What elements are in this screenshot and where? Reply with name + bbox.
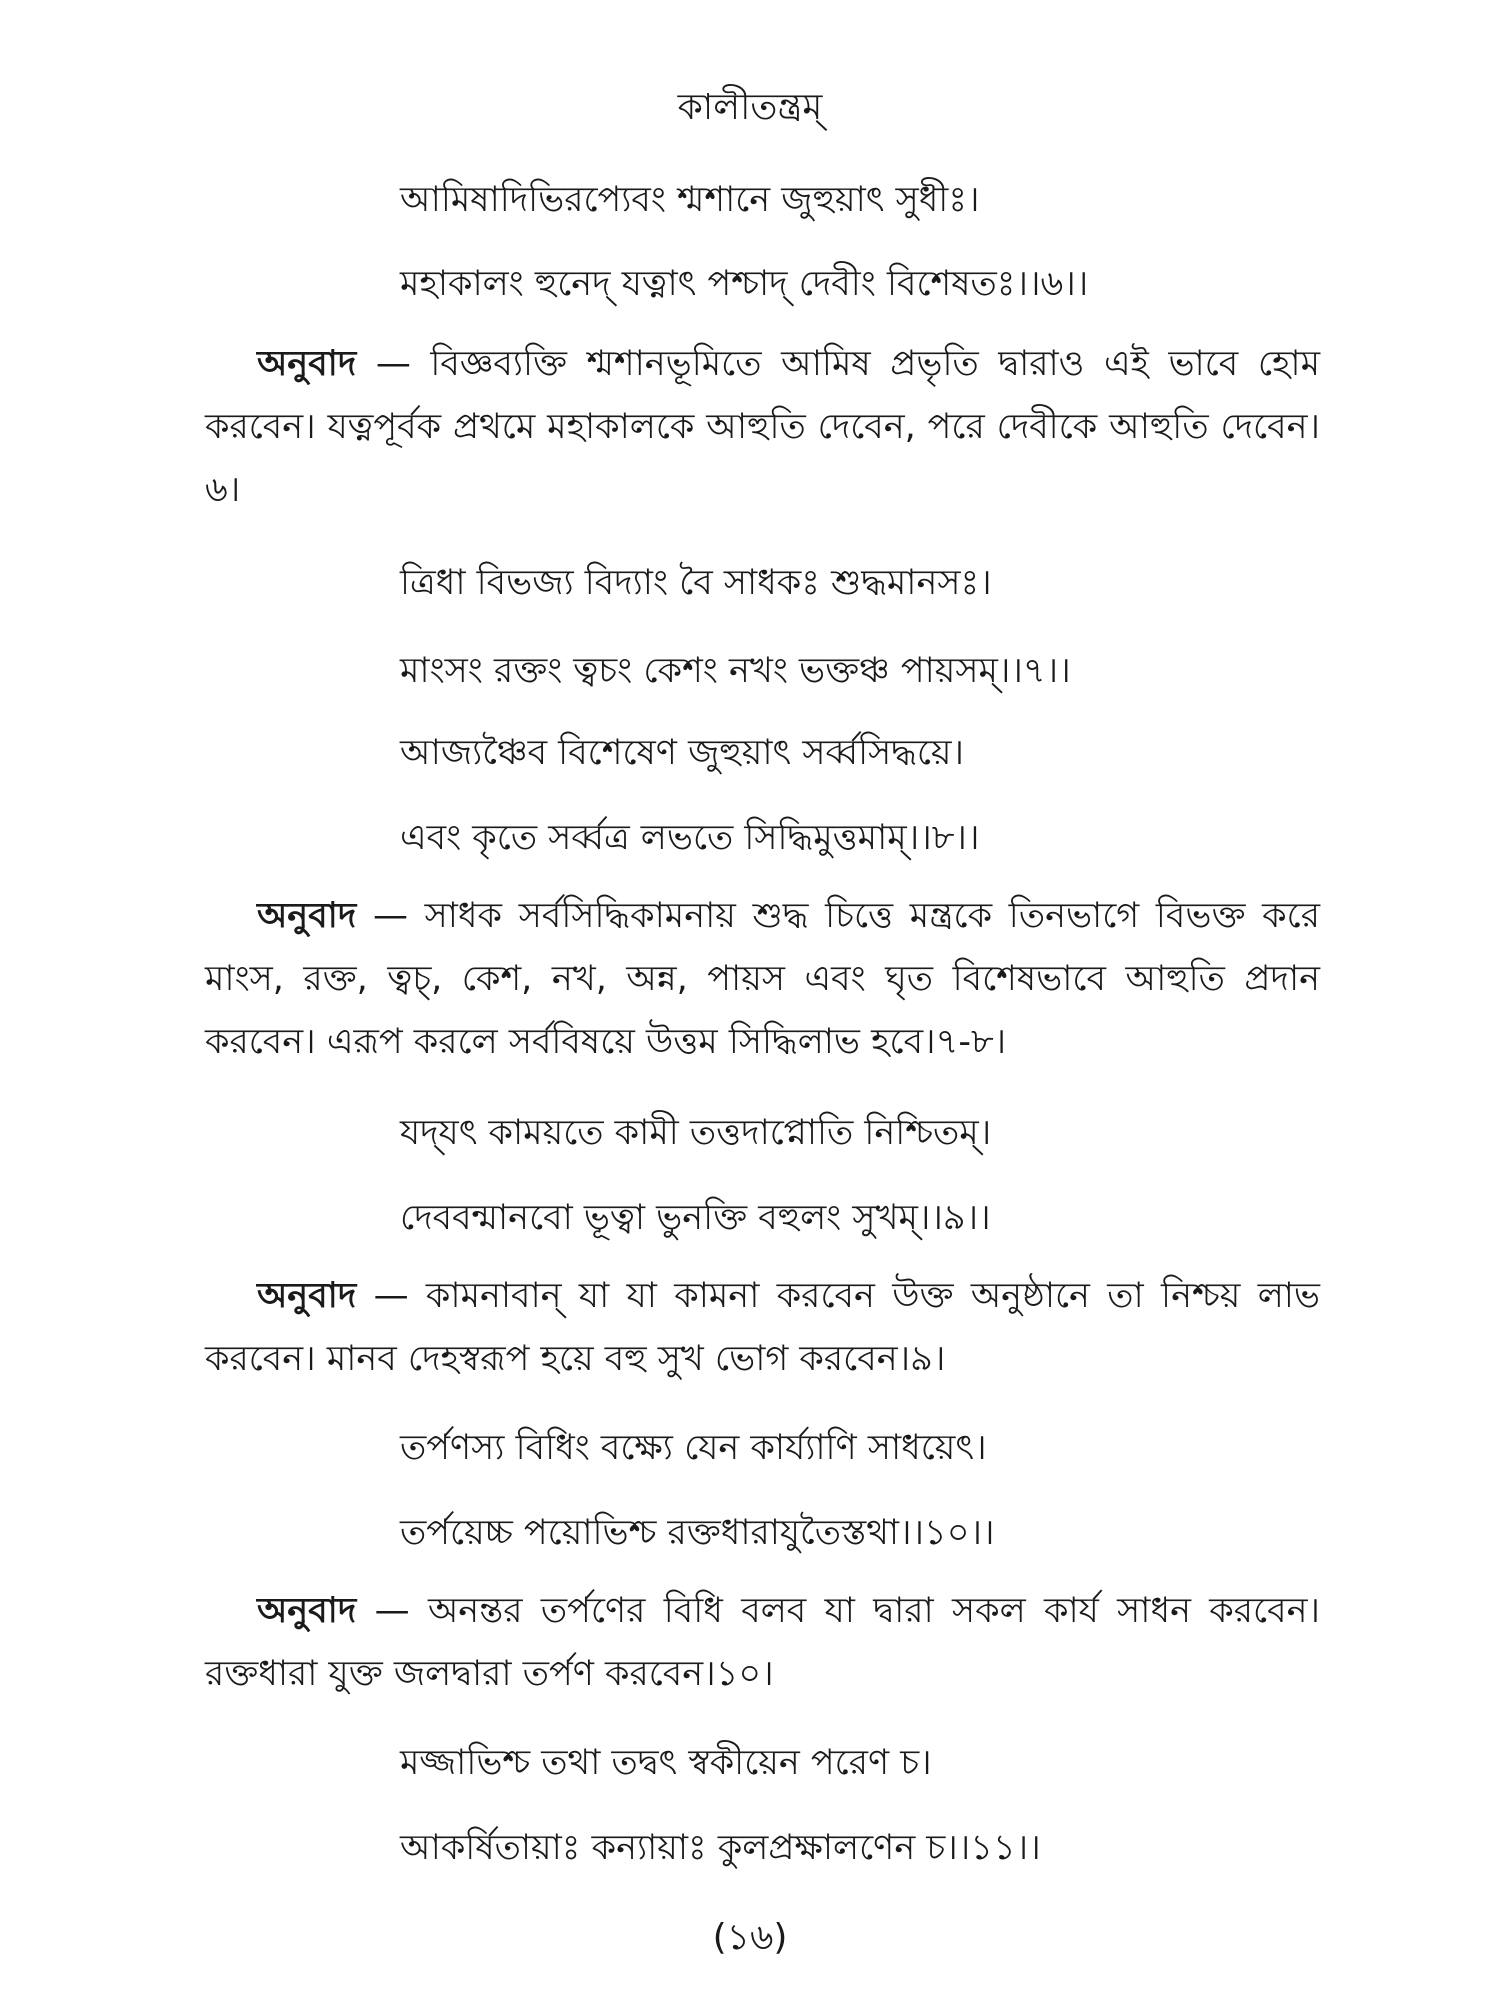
verse-line: যদ্‌যৎ কাময়তে কামী তত্তদাপ্নোতি নিশ্চিতম্। <box>400 1113 992 1153</box>
verse-line: দেববন্মানবো ভূত্বা ভুনক্তি বহুলং সুখম্।।৯।। <box>400 1198 991 1238</box>
translation-text: — বিজ্ঞব্যক্তি শ্মশানভূমিতে আমিষ প্রভৃতি দ্বারাও এই ভাবে হোম করবেন। যত্নপূর্বক প্রথমে মহাকালকে আহুতি দেবেন, পরে দেবীকে আহুতি দেবেন।৬। <box>205 344 1320 510</box>
translation-label: অনুবাদ <box>257 1276 357 1316</box>
translation-paragraph <box>205 885 1320 1074</box>
verse-line: মজ্জাভিশ্চ তথা তদ্বৎ স্বকীয়েন পরেণ চ। <box>400 1743 932 1783</box>
translation-text: — অনন্তর তর্পণের বিধি বলব যা দ্বারা সকল কার্য সাধন করবেন। রক্তধারা যুক্ত জলদ্বারা তর্পণ করবেন।১০। <box>205 1591 1320 1694</box>
translation-paragraph <box>205 333 1320 522</box>
verse-line: মহাকালং হুনেদ্ যত্নাৎ পশ্চাদ্ দেবীং বিশেষতঃ।।৬।। <box>400 264 1089 304</box>
verse-line: আমিষাদিভিরপ্যেবং শ্মশানে জুহুয়াৎ সুধীঃ। <box>400 180 980 220</box>
translation-text: — কামনাবান্ যা যা কামনা করবেন উক্ত অনুষ্ঠানে তা নিশ্চয় লাভ করবেন। মানব দেহস্বরূপ হয়ে বহু সুখ ভোগ করবেন।৯। <box>205 1276 1320 1379</box>
translation-text: — সাধক সর্বসিদ্ধিকামনায় শুদ্ধ চিত্তে মন্ত্রকে তিনভাগে বিভক্ত করে মাংস, রক্ত, ত্বচ্, কেশ, নখ, অন্ন, পায়স এবং ঘৃত বিশেষভাবে আহুতি প্রদান করবেন। এরূপ করলে সর্ববিষয়ে উত্তম সিদ্ধিলাভ হবে।৭-৮। <box>205 896 1320 1062</box>
verse-line: এবং কৃতে সর্ব্বত্র লভতে সিদ্ধিমুত্তমাম্।।৮।। <box>400 818 980 858</box>
verse-line: আজ্যঞ্চৈব বিশেষেণ জুহুয়াৎ সর্ব্বসিদ্ধয়ে। <box>400 733 965 773</box>
verse-line: আকর্ষিতায়াঃ কন্যায়াঃ কুলপ্রক্ষালণেন চ।।১১।। <box>400 1828 1041 1868</box>
translation-paragraph <box>205 1580 1320 1706</box>
verse-line: তর্পয়েচ্চ পয়োভিশ্চ রক্তধারাযুতৈস্তথা।।১০।। <box>400 1513 995 1553</box>
page-header-title: কালীতন্ত্রম্ <box>677 87 823 128</box>
page-number: (১৬) <box>712 1917 788 1958</box>
verse-line: মাংসং রক্তং ত্বচং কেশং নখং ভক্তঞ্চ পায়সম্।।৭।। <box>400 651 1071 691</box>
translation-label: অনুবাদ <box>257 896 357 936</box>
verse-line: তর্পণস্য বিধিং বক্ষ্যে যেন কার্য্যাণি সাধয়েৎ। <box>400 1428 987 1468</box>
translation-label: অনুবাদ <box>257 1591 357 1631</box>
translation-label: অনুবাদ <box>257 344 357 384</box>
translation-paragraph <box>205 1265 1320 1391</box>
verse-line: ত্রিধা বিভজ্য বিদ্যাং বৈ সাধকঃ শুদ্ধমানসঃ। <box>400 563 992 603</box>
